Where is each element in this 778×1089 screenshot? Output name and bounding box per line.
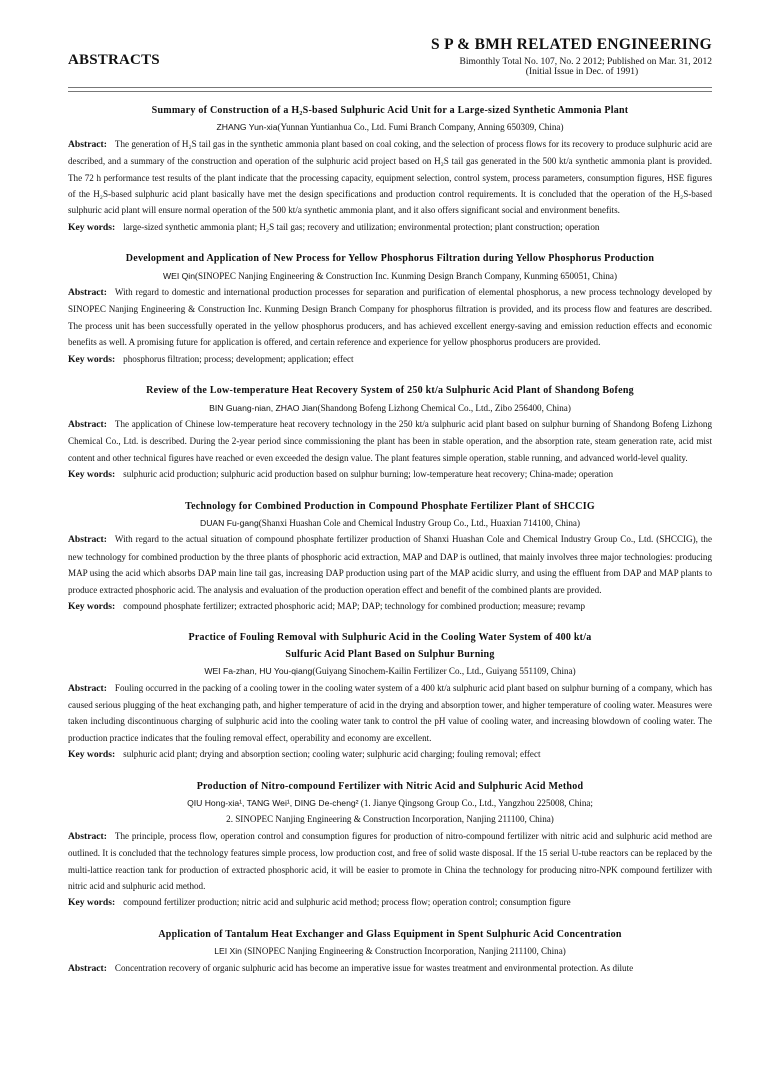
article-authors: WEI Fa-zhan, HU You-qiang xyxy=(204,666,313,677)
abstract-text: The generation of H₂S tail gas in the synthetic ammonia plant based on coal coking, and the selection of process flows for its recovery to produce sulphuric acid are described, and a summary of the construction and operation of the sulphuric acid project based on H₂S tail gas generated in the 500 kt/a synthetic ammonia plant is provided. The 72 h performance test results of the plant indicate that the processing capacity, equipment selection, control system, process parameters, consumption figures, HSE figures of the H₂S-based sulphuric acid plant basically have met the design specifications and production control requirements. It is concluded that the operation of the H₂S-based sulphuric acid plant will ensure normal operation of the 500 kt/a synthetic ammonia plant, and it also offers significant social and environment benefits. xyxy=(68,138,712,216)
article xyxy=(68,499,712,616)
keywords-text: phosphorus filtration; process; development; application; effect xyxy=(123,353,354,364)
article-authors: WEI Qin xyxy=(163,270,195,281)
article-abstract xyxy=(68,960,712,977)
abstract-text: The application of Chinese low-temperature heat recovery technology in the 250 kt/a sulphuric acid plant based on sulphur burning of Shandong Bofeng Lizhong Chemical Co., Ltd. is described. During the 2-year period since commissioning the plant has been in stable operation, and the absorption rate, steam generation rate, acid mist content and other technical figures have reached or even exceeded the design value. The plant features simple operation, stable running, and advanced world-level quality. xyxy=(68,418,712,463)
article-title: Review of the Low-temperature Heat Recovery System of 250 kt/a Sulphuric Acid Plant of Shandong Bofeng xyxy=(146,385,634,397)
article-keywords xyxy=(68,219,712,236)
article-byline xyxy=(68,400,712,416)
article xyxy=(68,630,712,763)
article-byline xyxy=(68,663,712,679)
initial-issue: (Initial Issue in Dec. of 1991) xyxy=(525,67,639,77)
article-affiliation: (Shanxi Huashan Cole and Chemical Industry Group Co., Ltd., Huaxian 714100, China) xyxy=(258,517,580,528)
article-title: Application of Tantalum Heat Exchanger and Glass Equipment in Spent Sulphuric Acid Concentration xyxy=(158,928,622,940)
article-affiliation: (1. Jianye Qingsong Group Co., Ltd., Yangzhou 225008, China; xyxy=(360,798,593,809)
abstracts-list xyxy=(68,103,712,992)
keywords-label: Key words: xyxy=(68,221,116,233)
article xyxy=(68,383,712,483)
article-abstract xyxy=(68,284,712,351)
abstract-text: With regard to the actual situation of compound phosphate fertilizer production of Shanxi Huashan Cole and Chemical Industry Group Co., Ltd. (SHCCIG), the new technology for combined production by the three plants of phosphoric acid extraction, MAP and DAP is outlined, that mainly involves three major technologies: producing MAP using the acid which absorbs DAP main line tail gas, increasing DAP production using part of the MAP acidic slurry, and using the effluent from DAP and MAP plants to produce extracted phosphoric acid. The analysis and evaluation of the production operation effect and benefit of the combined plants are provided. xyxy=(68,534,712,595)
article-affiliation: (Shandong Bofeng Lizhong Chemical Co., Ltd., Zibo 256400, China) xyxy=(317,402,571,413)
abstract-label: Abstract: xyxy=(68,138,107,150)
article-byline xyxy=(68,795,712,811)
abstract-label: Abstract: xyxy=(68,287,107,299)
article-byline xyxy=(68,268,712,284)
abstract-label: Abstract: xyxy=(68,830,107,842)
article-affiliation: (Yunnan Yuntianhua Co., Ltd. Fumi Branch Company, Anning 650309, China) xyxy=(277,122,564,133)
article-byline xyxy=(68,119,712,135)
article-keywords xyxy=(68,746,712,763)
article-affiliation: (Guiyang Sinochem-Kailin Fertilizer Co., Ltd., Guiyang 551109, China) xyxy=(312,666,576,677)
keywords-text: sulphuric acid plant; drying and absorption section; cooling water; sulphuric acid charging; fouling removal; effect xyxy=(123,749,541,760)
abstract-label: Abstract: xyxy=(68,534,107,546)
article-affiliation: (SINOPEC Nanjing Engineering & Construction Inc. Kunming Design Branch Company, Kunming 650051, China) xyxy=(195,270,617,281)
article-keywords xyxy=(68,466,712,483)
article xyxy=(68,103,712,236)
article-title: Technology for Combined Production in Compound Phosphate Fertilizer Plant of SHCCIG xyxy=(185,500,595,512)
article-abstract xyxy=(68,416,712,466)
article-title: Development and Application of New Process for Yellow Phosphorus Filtration during Yellow Phosphorus Production xyxy=(125,253,655,265)
article xyxy=(68,779,712,912)
article-title: Production of Nitro-compound Fertilizer with Nitric Acid and Sulphuric Acid Method xyxy=(196,780,584,792)
article-keywords xyxy=(68,351,712,368)
abstract-text: The principle, process flow, operation control and consumption figures for production of nitro-compound fertilizer with nitric acid and sulphuric acid method are outlined. It is concluded that the technology features simple process, low production cost, and free of solid waste disposal. If the 15 serial U-tube reactors can be replaced by the multi-lattice reaction tank for production of extracted phosphoric acid, it will be easier to promote in China the technology for producing nitro-NPK compound fertilizer with nitric acid and sulphuric acid method. xyxy=(68,830,712,892)
article-title: Practice of Fouling Removal with Sulphuric Acid in the Cooling Water System of 400 kt/a xyxy=(188,632,592,644)
keywords-text: compound phosphate fertilizer; extracted phosphoric acid; MAP; DAP; technology for combined production; measure; revamp xyxy=(123,600,586,611)
article xyxy=(68,251,712,368)
article-abstract xyxy=(68,531,712,598)
article-title-line2: Sulfuric Acid Plant Based on Sulphur Burning xyxy=(285,648,495,660)
keywords-text: compound fertilizer production; nitric acid and sulphuric acid method; process flow; operation control; consumption figure xyxy=(123,897,571,908)
issue-info: Bimonthly Total No. 107, No. 2 2012; Published on Mar. 31, 2012 xyxy=(459,57,712,67)
keywords-label: Key words: xyxy=(68,469,116,481)
article-byline xyxy=(68,943,712,959)
article-affiliation-line2: 2. SINOPEC Nanjing Engineering & Construction Incorporation, Nanjing 211100, China) xyxy=(226,814,554,825)
keywords-text: large-sized synthetic ammonia plant; H₂S tail gas; recovery and utilization; environmental protection; plant construction; operation xyxy=(123,221,600,232)
article-authors: QIU Hong-xia¹, TANG Wei¹, DING De-cheng² xyxy=(187,798,359,809)
abstract-text: Concentration recovery of organic sulphuric acid has become an imperative issue for wastes treatment and environmental protection. As dilute xyxy=(114,962,634,973)
article-abstract xyxy=(68,136,712,219)
article-affiliation: (SINOPEC Nanjing Engineering & Construction Incorporation, Nanjing 211100, China) xyxy=(244,946,566,957)
keywords-label: Key words: xyxy=(68,749,116,761)
journal-header xyxy=(412,36,712,77)
keywords-label: Key words: xyxy=(68,897,116,909)
header-double-rule xyxy=(68,87,712,92)
abstract-label: Abstract: xyxy=(68,962,107,974)
article-authors: DUAN Fu-gang xyxy=(199,517,259,528)
article-abstract xyxy=(68,828,712,895)
keywords-text: sulphuric acid production; sulphuric acid production based on sulphur burning; low-temperature heat recovery; China-made; operation xyxy=(123,469,614,480)
article-title: Summary of Construction of a H₂S-based Sulphuric Acid Unit for a Large-sized Synthetic Ammonia Plant xyxy=(151,105,629,116)
article-authors: BIN Guang-nian, ZHAO Jian xyxy=(209,402,318,413)
abstract-text: Fouling occurred in the packing of a cooling tower in the cooling water system of a 400 kt/a sulphuric acid plant based on sulphur burning of a company, which has caused serious plugging of the heat exchanging path, and higher temperature of acid in the drying and absorption tower, and higher temperature of cooling water. Measures were taken including discontinuous charging of sulphuric acid into the cooling water tank to control the pH value of cooling water, and increasing blowdown of cooling water. The production practice indicates that the fouling removal effect, operability and economy are excellent. xyxy=(68,682,712,743)
article-keywords xyxy=(68,894,712,911)
article-authors: LEI Xin xyxy=(214,946,242,957)
keywords-label: Key words: xyxy=(68,353,116,365)
abstract-text: With regard to domestic and international production processes for separation and purification of elemental phosphorus, a new process technology developed by SINOPEC Nanjing Engineering & Construction Inc. Kunming Design Branch Company for phosphorus filtration is provided, and its process flow and features are described. The process unit has been successfully operated in the yellow phosphorus producers, and has achieved excellent energy-saving and emission reduction effects and economic benefits as well. A promising future for application is offered, and certain reference and experience for yellow phosphorus producers are provided. xyxy=(68,287,712,348)
article-keywords xyxy=(68,598,712,615)
abstract-label: Abstract: xyxy=(68,418,107,430)
article-byline xyxy=(68,515,712,531)
journal-title: S P & BMH RELATED ENGINEERING xyxy=(431,36,712,53)
keywords-label: Key words: xyxy=(68,600,116,612)
article-abstract xyxy=(68,680,712,747)
article-authors: ZHANG Yun-xia xyxy=(216,122,278,133)
section-heading: ABSTRACTS xyxy=(68,52,160,68)
abstract-label: Abstract: xyxy=(68,682,107,694)
article xyxy=(68,927,712,977)
